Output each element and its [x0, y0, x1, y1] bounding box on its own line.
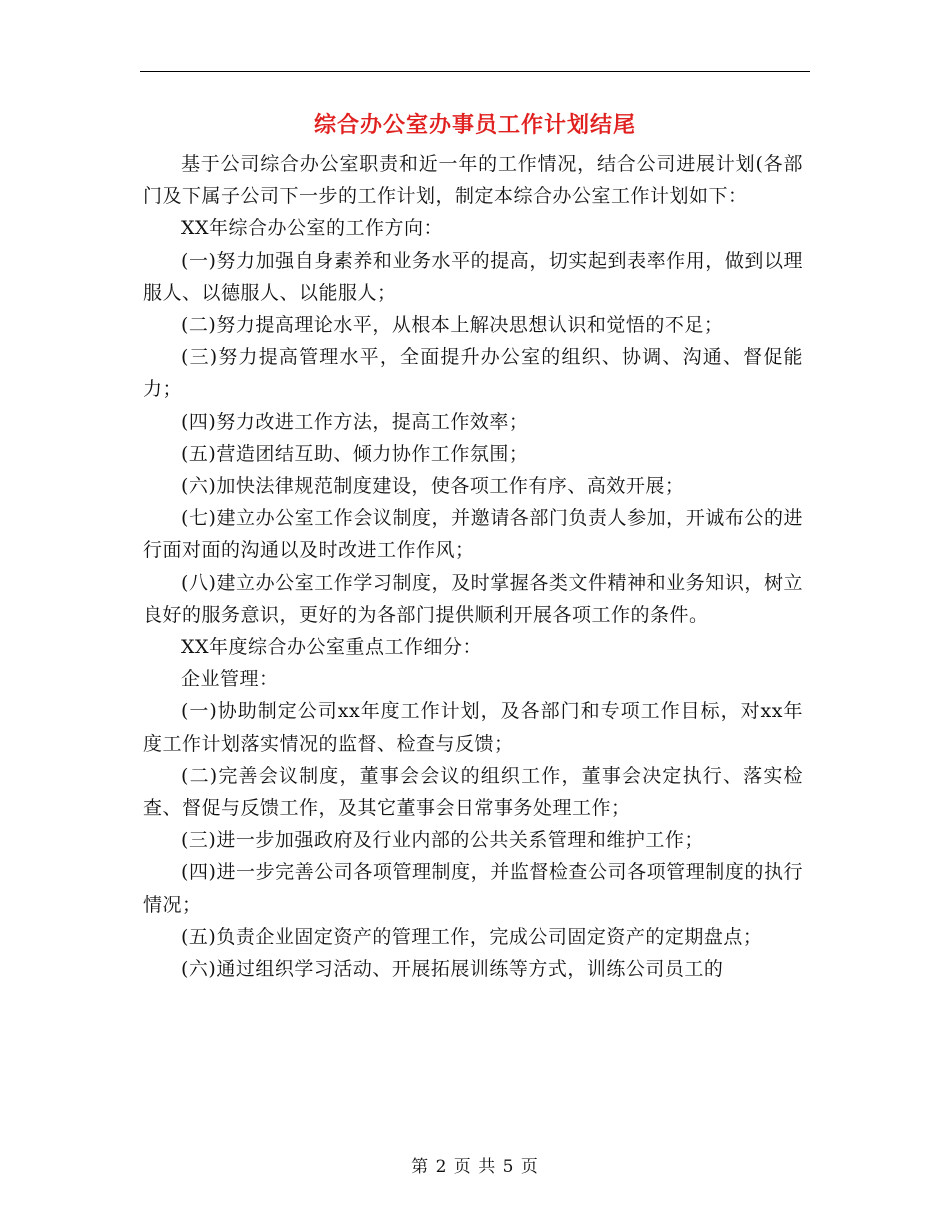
- paragraph: (五)负责企业固定资产的管理工作，完成公司固定资产的定期盘点；: [181, 925, 763, 948]
- paragraph: (八)建立办公室工作学习制度，及时掌握各类文件精神和业务知识，树立良好的服务意识，更好的为各部门提供顺利开展各项工作的条件。: [143, 571, 803, 626]
- paragraph: (二)努力提高理论水平，从根本上解决思想认识和觉悟的不足；: [181, 314, 724, 337]
- page-number-footer: 第 2 页 共 5 页: [411, 1157, 539, 1177]
- paragraph: (四)努力改进工作方法，提高工作效率；: [181, 410, 529, 433]
- document-title: 综合办公室办事员工作计划结尾: [313, 113, 636, 138]
- paragraph: (二)完善会议制度，董事会会议的组织工作，董事会决定执行、落实检查、督促与反馈工作，及其它董事会日常事务处理工作；: [143, 764, 803, 820]
- paragraph: (一)协助制定公司xx年度工作计划，及各部门和专项工作目标，对xx年度工作计划落实情况的监督、检查与反馈；: [143, 700, 803, 755]
- header-rule: [140, 71, 810, 72]
- paragraph: XX年度综合办公室重点工作细分：: [181, 636, 483, 659]
- paragraph: (三)进一步加强政府及行业内部的公共关系管理和维护工作；: [181, 829, 704, 852]
- paragraph: 企业管理：: [181, 668, 279, 691]
- paragraph: (一)努力加强自身素养和业务水平的提高，切实起到表率作用，做到以理服人、以德服人、以能服人；: [143, 249, 803, 304]
- paragraph: XX年综合办公室的工作方向：: [181, 217, 444, 240]
- paragraph: (三)努力提高管理水平，全面提升办公室的组织、协调、沟通、督促能力；: [143, 346, 803, 401]
- paragraph: (六)通过组织学习活动、开展拓展训练等方式，训练公司员工的: [181, 958, 724, 981]
- document-body: [143, 148, 803, 985]
- paragraph: (七)建立办公室工作会议制度，并邀请各部门负责人参加，开诚布公的进行面对面的沟通以及时改进工作作风；: [143, 507, 803, 562]
- paragraph: (五)营造团结互助、倾力协作工作氛围；: [181, 442, 529, 465]
- paragraph: 基于公司综合办公室职责和近一年的工作情况，结合公司进展计划(各部门及下属子公司下一步的工作计划，制定本综合办公室工作计划如下：: [143, 153, 803, 208]
- paragraph: (四)进一步完善公司各项管理制度，并监督检查公司各项管理制度的执行情况；: [143, 861, 803, 916]
- paragraph: (六)加快法律规范制度建设，使各项工作有序、高效开展；: [181, 475, 685, 498]
